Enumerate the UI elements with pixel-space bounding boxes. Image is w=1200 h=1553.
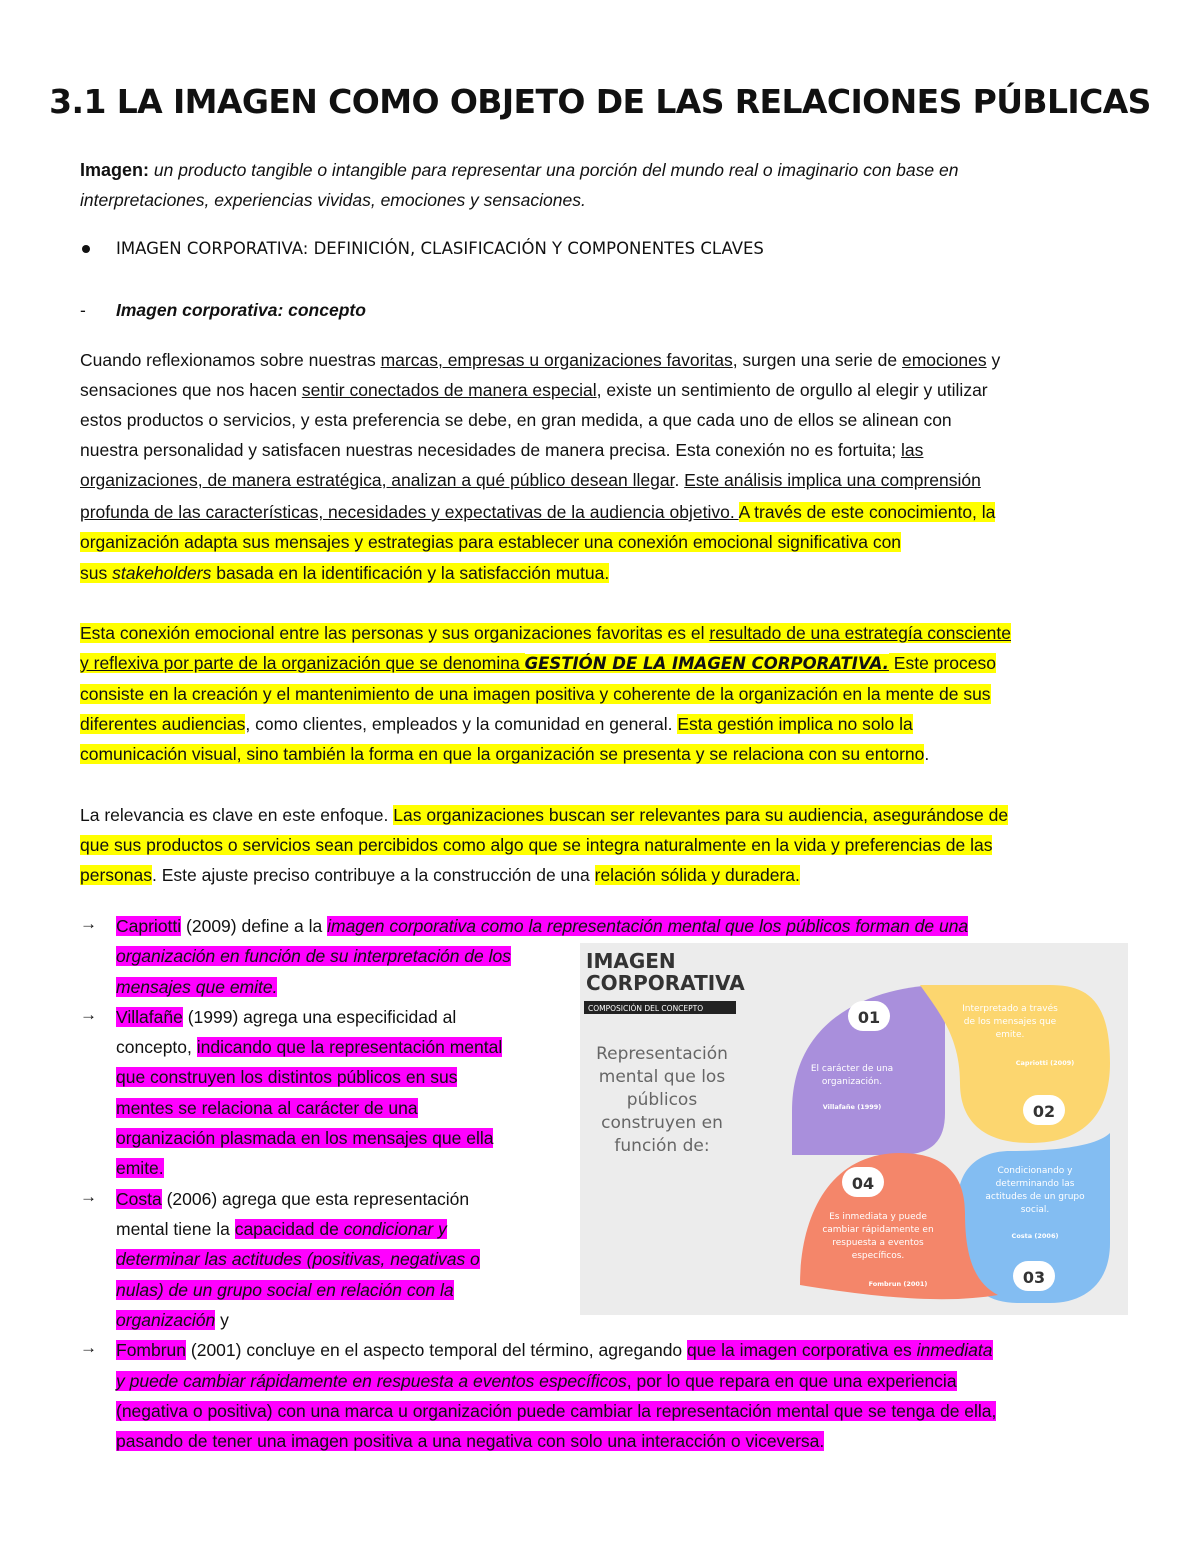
quadrant-03-text-3: actitudes de un grupo <box>985 1192 1085 1202</box>
subheading-dash: - <box>80 300 86 320</box>
quadrant-03-author: Costa (2006) <box>1011 1232 1059 1240</box>
lead-line-5: función de: <box>614 1136 710 1156</box>
highlighted-text: Fombrun <box>116 1340 187 1360</box>
text-run: . <box>924 744 930 764</box>
a3-line-5 <box>116 1308 229 1332</box>
underlined-text: emociones <box>901 350 987 370</box>
quadrant-02-text-1: Interpretado a través <box>962 1004 1058 1014</box>
p1-line-3: estos productos o servicios, y esta preferencia se debe, en gran medida, a que cada uno de ellos se alinean con <box>80 410 952 430</box>
highlighted-text: Esta gestión implica no solo la <box>677 714 913 734</box>
text-run: y <box>215 1310 229 1330</box>
quadrant-03-text-2: determinando las <box>995 1179 1075 1189</box>
highlighted-text: sus <box>80 563 113 583</box>
highlighted-text: resultado de una estrategía consciente <box>709 623 1011 643</box>
highlighted-text: pasando de tener una imagen positiva a una negativa con solo una interacción o viceversa. <box>116 1431 825 1451</box>
highlighted-text: consiste en la creación y el mantenimiento de una imagen positiva y coherente de la organización en la mente de sus <box>80 684 991 704</box>
text-run: mental tiene la <box>116 1219 235 1239</box>
highlighted-text: organización adapta sus mensajes y estrategias para establecer una conexión emocional significativa con <box>80 532 902 552</box>
text-run: nuestra personalidad y satisfacen nuestras necesidades de manera precisa. Esta conexión no es fortuita; <box>80 440 902 460</box>
highlighted-text: A través de este conocimiento, la <box>738 502 996 522</box>
text-run: . Este ajuste preciso contribuye a la construcción de una <box>152 865 595 885</box>
definition-line-2: interpretaciones, experiencias vividas, emociones y sensaciones. <box>80 190 586 210</box>
underlined-text: profunda de las características, necesidades y expectativas de la audiencia objetivo. <box>80 502 739 522</box>
highlighted-text: Villafañe <box>116 1007 183 1027</box>
highlighted-text: determinar las actitudes (positivas, negativas o <box>116 1249 480 1269</box>
a3-line-3 <box>116 1247 480 1271</box>
text-run: sensaciones que nos hacen <box>80 380 302 400</box>
quadrant-04-text-2: cambiar rápidamente en <box>822 1225 934 1235</box>
a3-line-1 <box>116 1187 469 1211</box>
infographic-title-1: IMAGEN <box>586 949 676 973</box>
text-run: (2001) concluye en el aspecto temporal del término, agregando <box>186 1340 688 1360</box>
arrow-bullet-icon: → <box>80 1005 97 1024</box>
p1-line-2 <box>80 378 988 402</box>
a2-line-6 <box>116 1156 164 1180</box>
quadrant-03-text-4: social. <box>1020 1205 1050 1215</box>
quadrant-03-text-1: Condicionando y <box>997 1166 1073 1176</box>
text-run: Cuando reflexionamos sobre nuestras <box>80 350 381 370</box>
a2-line-1 <box>116 1005 456 1029</box>
highlighted-text: relación sólida y duradera. <box>594 865 800 885</box>
highlighted-text: stakeholders <box>112 563 212 583</box>
lead-line-1: Representación <box>596 1044 728 1064</box>
highlighted-text: inmediata <box>916 1340 993 1360</box>
highlighted-text: organización en función de su interpretación de los <box>116 946 511 966</box>
p1-line-1 <box>80 348 1000 372</box>
p2-line-2 <box>80 651 996 676</box>
text-run: (2006) agrega que esta representación <box>161 1189 470 1209</box>
highlighted-text: nulas) de un grupo social en relación con la <box>116 1280 454 1300</box>
text-run: (2009) define a la <box>181 916 328 936</box>
a1-line-3 <box>116 975 277 999</box>
highlighted-text: organización <box>116 1310 216 1330</box>
a3-line-4 <box>116 1278 454 1302</box>
lead-line-4: construyen en <box>601 1113 723 1133</box>
highlighted-text: que construyen los distintos públicos en sus <box>116 1067 458 1087</box>
highlighted-text: que la imagen corporativa es <box>687 1340 917 1360</box>
p1-line-7 <box>80 530 901 554</box>
quadrant-01-text-2: organización. <box>821 1077 883 1087</box>
subheading: Imagen corporativa: concepto <box>116 300 366 320</box>
p2-line-3 <box>80 682 991 706</box>
highlighted-text: mentes se relaciona al carácter de una <box>116 1098 418 1118</box>
arrow-bullet-icon: → <box>80 914 97 933</box>
infographic-title-2: CORPORATIVA <box>586 971 745 995</box>
highlighted-text: imagen corporativa como la representación mental que los públicos forman de una <box>327 916 969 936</box>
p2-line-1 <box>80 621 1011 645</box>
highlighted-text: GESTIÓN DE LA IMAGEN CORPORATIVA. <box>524 654 889 673</box>
a2-line-3 <box>116 1065 457 1089</box>
highlighted-text: basada en la identificación y la satisfacción mutua. <box>211 563 610 583</box>
a4-line-3 <box>116 1399 996 1423</box>
underlined-text: Este análisis implica una comprensión <box>684 470 981 490</box>
highlighted-text: , por lo que repara en que una experiencia <box>626 1371 957 1391</box>
quadrant-04-text-1: Es inmediata y puede <box>829 1212 927 1222</box>
p3-line-2 <box>80 833 992 857</box>
text-run: y <box>986 350 1001 370</box>
highlighted-text: (negativa o positiva) con una marca u organización puede cambiar la representación mental que se tenga de ella, <box>116 1401 997 1421</box>
highlighted-text: comunicación visual, sino también la forma en que la organización se presenta y se relaciona con su entorno <box>80 744 925 764</box>
highlighted-text: diferentes audiencias <box>80 714 246 734</box>
highlighted-text: Las organizaciones buscan ser relevantes para su audiencia, asegurándose de <box>393 805 1009 825</box>
p1-line-8 <box>80 561 609 585</box>
quadrant-04-author: Fombrun (2001) <box>868 1280 928 1288</box>
lead-line-2: mental que los <box>598 1067 726 1087</box>
quadrant-04-text-4: específicos. <box>851 1251 905 1261</box>
underlined-text: organizaciones, de manera estratégica, analizan a qué público desean llegar <box>80 470 675 490</box>
p3-line-3 <box>80 863 800 887</box>
a2-line-2 <box>116 1035 502 1059</box>
text-run: , surgen una serie de <box>732 350 902 370</box>
a1-line-2 <box>116 944 511 968</box>
p2-line-5 <box>80 742 929 766</box>
a2-line-5 <box>116 1126 493 1150</box>
text-run: La relevancia es clave en este enfoque. <box>80 805 394 825</box>
infographic-image <box>580 943 1128 1315</box>
highlighted-text: y reflexiva por parte de la organización que se denomina <box>80 653 525 673</box>
p1-line-5 <box>80 468 981 492</box>
quadrant-01-number: 01 <box>857 1008 881 1027</box>
quadrant-02-text-3: emite. <box>995 1030 1025 1040</box>
lead-line-3: públicos <box>626 1090 698 1110</box>
p3-line-1 <box>80 803 1008 827</box>
text-run: , existe un sentimiento de orgullo al elegir y utilizar <box>596 380 988 400</box>
highlighted-text: Capriotti <box>116 916 182 936</box>
a2-line-4 <box>116 1096 418 1120</box>
highlighted-text: y puede cambiar rápidamente en respuesta a eventos específicos <box>116 1371 627 1391</box>
underlined-text: sentir conectados de manera especial <box>301 380 597 400</box>
a4-line-2 <box>116 1369 957 1393</box>
infographic-tag: COMPOSICIÓN DEL CONCEPTO <box>588 1004 704 1013</box>
p1-line-6 <box>80 500 995 524</box>
a1-line-1 <box>116 914 968 938</box>
highlighted-text: Este proceso <box>888 653 996 673</box>
underlined-text: las <box>901 440 924 460</box>
quadrant-03-number: 03 <box>1022 1268 1046 1287</box>
quadrant-01-text-1: El carácter de una <box>810 1064 894 1074</box>
arrow-bullet-icon: → <box>80 1338 97 1357</box>
a4-line-4 <box>116 1429 824 1453</box>
text-run: , como clientes, empleados y la comunidad en general. <box>245 714 678 734</box>
text-run: . <box>674 470 685 490</box>
quadrant-02-number: 02 <box>1032 1102 1056 1121</box>
highlighted-text: emite. <box>116 1158 164 1178</box>
highlighted-text: organización plasmada en los mensajes que ella <box>116 1128 494 1148</box>
p2-line-4 <box>80 712 913 736</box>
definition-text-1: un producto tangible o intangible para representar una porción del mundo real o imaginario con base en <box>149 160 959 180</box>
infographic-diagram <box>580 943 1128 1315</box>
highlighted-text: capacidad de <box>234 1219 344 1239</box>
quadrant-01-author: Villafañe (1999) <box>822 1103 882 1111</box>
text-run: (1999) agrega una especificidad al <box>182 1007 457 1027</box>
highlighted-text: que sus productos o servicios sean percibidos como algo que se integra naturalmente en la vida y preferencias de las <box>80 835 993 855</box>
highlighted-text: Costa <box>116 1189 162 1209</box>
quadrant-02-author: Capriotti (2009) <box>1015 1059 1075 1067</box>
highlighted-text: condicionar y <box>343 1219 447 1239</box>
arrow-bullet-icon: → <box>80 1187 97 1206</box>
text-run: concepto, <box>116 1037 197 1057</box>
highlighted-text: personas <box>80 865 152 885</box>
p1-line-4 <box>80 438 923 462</box>
quadrant-04-number: 04 <box>851 1174 875 1193</box>
bullet-dot <box>82 245 90 253</box>
section-heading: IMAGEN CORPORATIVA: DEFINICIÓN, CLASIFICACIÓN Y COMPONENTES CLAVES <box>116 239 764 258</box>
definition-label: Imagen: <box>80 160 150 180</box>
underlined-text: marcas, empresas u organizaciones favoritas <box>380 350 733 370</box>
a4-line-1 <box>116 1338 993 1362</box>
page-title: 3.1 LA IMAGEN COMO OBJETO DE LAS RELACIONES PÚBLICAS <box>49 82 1151 121</box>
highlighted-text: mensajes que emite. <box>116 977 278 997</box>
quadrant-02-text-2: de los mensajes que <box>963 1017 1057 1027</box>
a3-line-2 <box>116 1217 447 1241</box>
highlighted-text: Esta conexión emocional entre las personas y sus organizaciones favoritas es el <box>80 623 710 643</box>
highlighted-text: indicando que la representación mental <box>196 1037 503 1057</box>
quadrant-04-text-3: respuesta a eventos <box>832 1238 924 1248</box>
definition-line-1 <box>80 158 958 182</box>
